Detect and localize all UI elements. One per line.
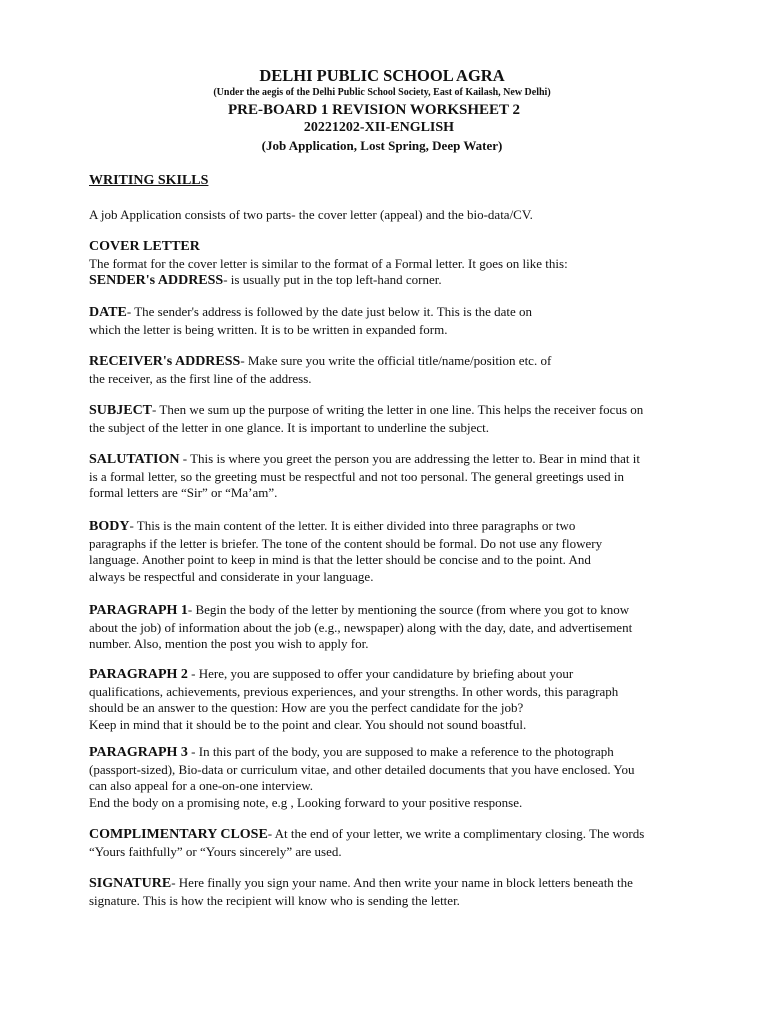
paragraph-3-section — [89, 744, 681, 811]
paragraph-1-section — [89, 602, 681, 653]
sender-label: SENDER's ADDRESS — [89, 273, 224, 288]
paragraph-3-text-3: can also appeal for a one-on-one interview. — [89, 778, 314, 793]
complimentary-close-label: COMPLIMENTARY CLOSE — [89, 827, 268, 842]
complimentary-close-text-1: - At the end of your letter, we write a complimentary closing. The words — [267, 826, 645, 841]
body-section — [89, 518, 681, 585]
date-label: DATE — [89, 305, 127, 320]
body-text-1: - This is the main content of the letter. It is either divided into three paragraphs or two — [129, 518, 576, 533]
body-label: BODY — [89, 519, 130, 534]
intro-text: A job Application consists of two parts- the cover letter (appeal) and the bio-data/CV. — [89, 207, 533, 222]
cover-letter-heading: COVER LETTER — [89, 239, 200, 254]
receiver-section — [89, 353, 681, 387]
intro-paragraph — [89, 207, 681, 224]
cover-letter-section — [89, 239, 681, 290]
receiver-label: RECEIVER's ADDRESS — [89, 354, 241, 369]
signature-text-2: signature. This is how the recipient will know who is sending the letter. — [89, 892, 460, 908]
salutation-label: SALUTATION — [89, 452, 180, 467]
paragraph-1-text-2: about the job) of information about the job (e.g., newspaper) along with the day, date, and advertisement — [89, 619, 633, 635]
subject-section — [89, 402, 681, 436]
receiver-text-2: the receiver, as the first line of the address. — [89, 370, 312, 386]
salutation-text-2: is a formal letter, so the greeting must be respectful and not too personal. The general greetings used in — [89, 468, 624, 484]
salutation-section — [89, 451, 681, 502]
body-text-3: language. Another point to keep in mind is that the letter should be concise and to the point. And — [89, 552, 591, 567]
paragraph-1-text-3: number. Also, mention the post you wish to apply for. — [89, 636, 369, 651]
body-text-2: paragraphs if the letter is briefer. The tone of the content should be formal. Do not use any flowery — [89, 535, 603, 551]
paragraph-1-label: PARAGRAPH 1 — [89, 603, 188, 618]
complimentary-close-section — [89, 826, 681, 860]
paragraph-3-text-4: End the body on a promising note, e.g , Looking forward to your positive response. — [89, 794, 523, 810]
paragraph-3-text-2: (passport-sized), Bio-data or curriculum vitae, and other detailed documents that you have enclosed. You — [89, 761, 635, 777]
date-text-1: - The sender's address is followed by the date just below it. This is the date on — [126, 304, 533, 319]
date-section — [89, 304, 681, 338]
paragraph-2-text-1: - Here, you are supposed to offer your candidature by briefing about your — [187, 666, 574, 681]
writing-skills-heading — [89, 172, 681, 190]
signature-section — [89, 875, 681, 909]
worksheet-code: 20221202-XII-ENGLISH — [303, 120, 455, 135]
writing-skills-label: WRITING SKILLS — [89, 173, 209, 188]
date-text-2: which the letter is being written. It is to be written in expanded form. — [89, 321, 448, 337]
paragraph-1-text-1: - Begin the body of the letter by mentioning the source (from where you got to know — [187, 602, 630, 617]
signature-label: SIGNATURE — [89, 876, 172, 891]
subject-text-2: the subject of the letter in one glance. It is important to underline the subject. — [89, 419, 489, 435]
paragraph-2-section — [89, 666, 681, 733]
paragraph-3-label: PARAGRAPH 3 — [89, 745, 188, 760]
paragraph-2-text-3: should be an answer to the question: How are you the perfect candidate for the job? — [89, 700, 524, 715]
signature-text-1: - Here finally you sign your name. And then write your name in block letters beneath the — [171, 875, 633, 890]
complimentary-close-text-2: “Yours faithfully” or “Yours sincerely” are used. — [89, 843, 342, 859]
cover-letter-text: The format for the cover letter is similar to the format of a Formal letter. It goes on like this: — [89, 255, 568, 271]
receiver-text-1: - Make sure you write the official title/name/position etc. of — [240, 353, 552, 368]
salutation-text-3: formal letters are “Sir” or “Ma’am”. — [89, 485, 278, 500]
paragraph-3-text-1: - In this part of the body, you are supposed to make a reference to the photograph — [187, 744, 614, 759]
salutation-text-1: - This is where you greet the person you are addressing the letter to. Bear in mind that it — [179, 451, 640, 466]
worksheet-topics: (Job Application, Lost Spring, Deep Water) — [261, 138, 503, 153]
subject-text-1: - Then we sum up the purpose of writing the letter in one line. This helps the receiver focus on — [152, 402, 644, 417]
worksheet-title: PRE-BOARD 1 REVISION WORKSHEET 2 — [227, 102, 520, 118]
sender-line — [89, 272, 681, 290]
subject-label: SUBJECT — [89, 403, 153, 418]
paragraph-2-text-2: qualifications, achievements, previous experiences, and your strengths. In other words, this paragraph — [89, 683, 619, 699]
paragraph-2-label: PARAGRAPH 2 — [89, 667, 188, 682]
body-text-4: always be respectful and considerate in your language. — [89, 568, 374, 584]
school-name: DELHI PUBLIC SCHOOL AGRA — [259, 66, 505, 85]
paragraph-2-text-4: Keep in mind that it should be to the point and clear. You should not sound boastful. — [89, 716, 527, 732]
aegis-line: (Under the aegis of the Delhi Public School Society, East of Kailash, New Delhi) — [213, 87, 551, 98]
sender-text: - is usually put in the top left-hand corner. — [223, 272, 442, 287]
